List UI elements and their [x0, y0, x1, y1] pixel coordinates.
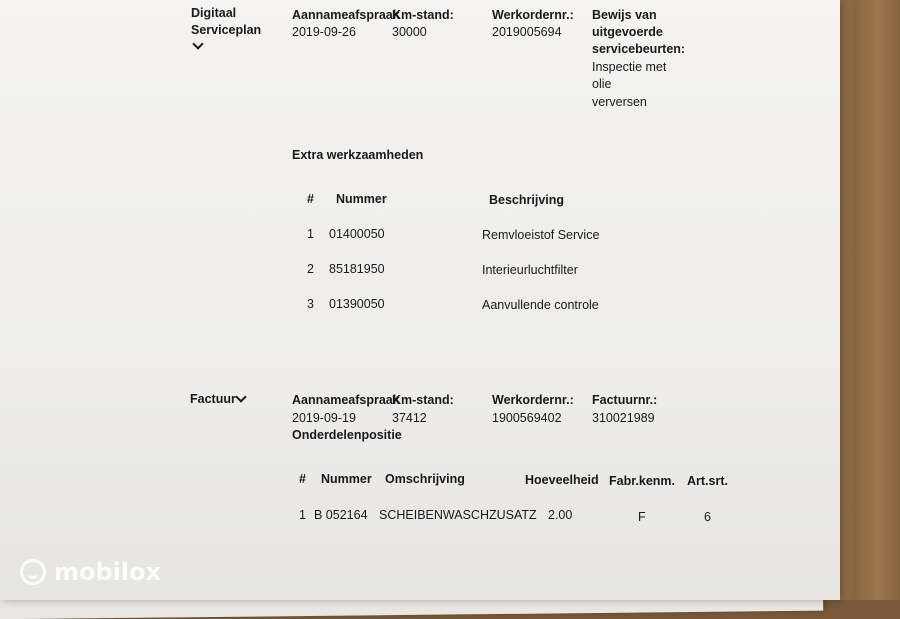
service-km-label: Km-stand: — [392, 8, 454, 22]
extra-row-number: 01390050 — [329, 297, 385, 311]
proof-line: olie — [592, 77, 612, 91]
proof-line: servicebeurten: — [592, 42, 686, 56]
extra-row-idx: 2 — [307, 262, 314, 276]
service-km-value: 30000 — [392, 25, 427, 39]
chevron-down-icon[interactable] — [192, 38, 203, 49]
extra-col-hash: # — [307, 192, 314, 206]
invoice-workorder-label: Werkordernr.: — [492, 393, 574, 407]
proof-line: Bewijs van — [592, 8, 657, 22]
parts-col-desc: Omschrijving — [385, 472, 465, 486]
service-title-line2: Serviceplan — [191, 23, 262, 37]
proof-line: Inspectie met — [592, 60, 667, 74]
show-through: ​ — [249, 70, 251, 84]
invoice-appointment-label: Aannameafspraak — [292, 393, 400, 407]
service-appointment-date: 2019-09-26 — [292, 25, 356, 39]
parts-col-hash: # — [299, 472, 306, 486]
invoice-number-label: Factuurnr.: — [592, 393, 658, 407]
extra-row-desc: Interieurluchtfilter — [482, 263, 578, 277]
invoice-number-value: 310021989 — [592, 411, 655, 425]
parts-col-type: Art.srt. — [687, 474, 728, 488]
parts-row-type: 6 — [704, 510, 711, 524]
invoice-km-value: 37412 — [392, 411, 427, 425]
extra-col-number: Nummer — [336, 192, 387, 206]
service-workorder-value: 2019005694 — [492, 25, 562, 39]
service-title-line1: Digitaal — [191, 6, 237, 20]
extra-row-desc: Remvloeistof Service — [482, 228, 600, 242]
parts-row-qty: 2.00 — [548, 508, 573, 522]
parts-col-mfr: Fabr.kenm. — [609, 474, 675, 488]
invoice-km-label: Km-stand: — [392, 393, 454, 407]
parts-row-number: B 052164 — [314, 508, 368, 522]
parts-row-desc: SCHEIBENWASCHZUSATZ — [379, 508, 537, 522]
extra-heading: Extra werkzaamheden — [292, 148, 424, 162]
mobilox-watermark — [20, 555, 161, 589]
invoice-appointment-date: 2019-09-19 — [292, 411, 356, 425]
extra-row-number: 85181950 — [329, 262, 385, 276]
service-appointment-label: Aannameafspraak — [292, 8, 400, 22]
invoice-workorder-value: 1900569402 — [492, 411, 562, 425]
parts-row-idx: 1 — [299, 508, 306, 522]
parts-col-number: Nummer — [321, 472, 372, 486]
extra-row-idx: 3 — [307, 297, 314, 311]
invoice-title: Factuur — [190, 392, 236, 406]
extra-row-idx: 1 — [307, 227, 314, 241]
proof-line: uitgevoerde — [592, 25, 663, 39]
extra-col-desc: Beschrijving — [489, 193, 565, 207]
service-workorder-label: Werkordernr.: — [492, 8, 574, 22]
chevron-down-icon[interactable] — [235, 391, 246, 402]
extra-row-desc: Aanvullende controle — [482, 298, 599, 312]
extra-row-number: 01400050 — [329, 227, 385, 241]
proof-line: verversen — [592, 95, 647, 109]
watermark-text: mobilox — [54, 558, 162, 586]
parts-heading: Onderdelenpositie — [292, 428, 402, 442]
parts-row-mfr: F — [638, 510, 646, 524]
mobilox-logo-icon — [20, 559, 46, 585]
parts-col-qty: Hoeveelheid — [525, 473, 599, 487]
